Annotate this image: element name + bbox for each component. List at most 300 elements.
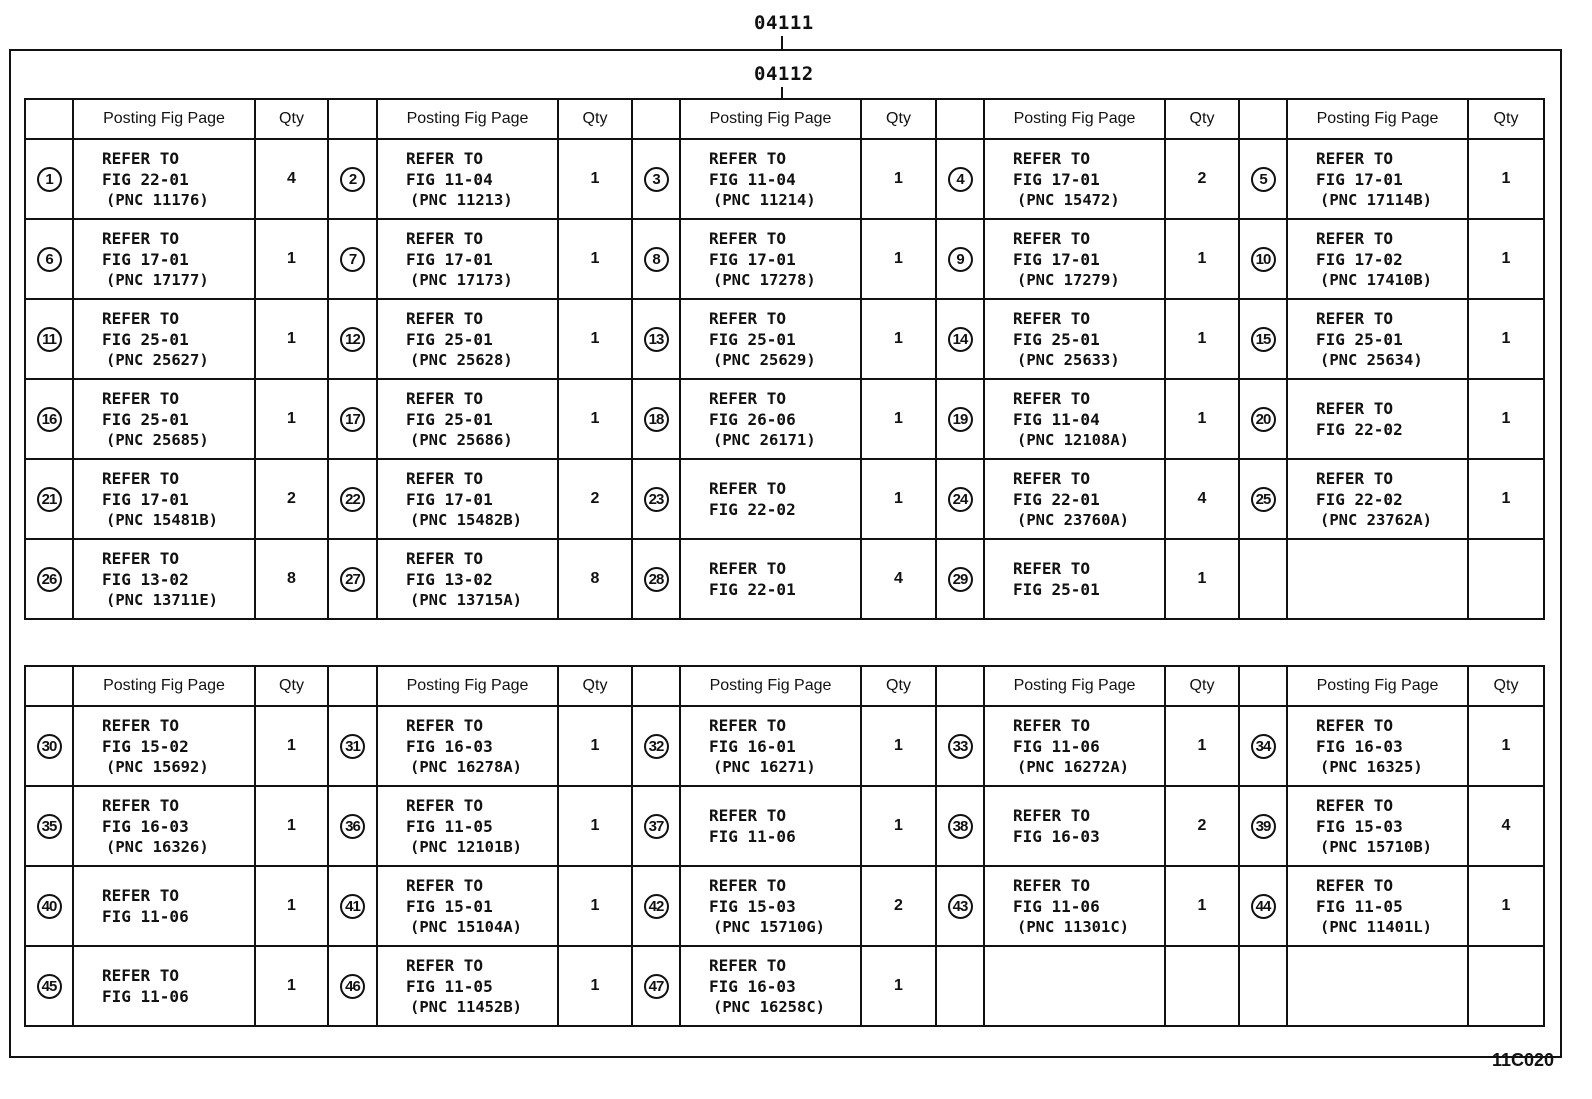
pnc-reference-text: (PNC 25685): [106, 430, 209, 449]
item-number-badge: 22: [340, 487, 365, 512]
item-number-badge: 26: [37, 567, 62, 592]
pnc-reference-text: (PNC 17279): [1017, 270, 1120, 289]
item-number-cell: [328, 866, 377, 946]
item-number-badge: 47: [644, 974, 669, 999]
header-num-col: [632, 99, 680, 139]
item-number-cell: [328, 539, 377, 619]
qty-cell: 1: [558, 219, 632, 299]
item-number-cell: [1239, 786, 1287, 866]
item-number-cell: [1239, 379, 1287, 459]
reference-cell: [377, 539, 558, 619]
qty-cell: 1: [255, 946, 328, 1026]
table-row: [25, 946, 1544, 1026]
fig-reference-text: FIG 25-01: [102, 409, 189, 429]
pnc-reference-text: (PNC 11214): [713, 190, 816, 209]
fig-reference-text: FIG 17-01: [1316, 169, 1403, 189]
fig-reference-text: FIG 22-01: [709, 580, 796, 599]
item-number-cell: [936, 379, 984, 459]
item-number-badge: 31: [340, 734, 365, 759]
refer-to-text: REFER TO: [406, 715, 484, 735]
item-number-badge: 5: [1251, 167, 1276, 192]
refer-to-text: REFER TO: [406, 795, 484, 815]
pnc-reference-text: (PNC 25629): [713, 350, 816, 369]
item-number-badge: 13: [644, 327, 669, 352]
item-number-cell: [632, 299, 680, 379]
refer-to-text: REFER TO: [1013, 715, 1091, 735]
header-qty-col: Qty: [558, 666, 632, 706]
item-number-badge: 19: [948, 407, 973, 432]
refer-to-text: REFER TO: [1013, 875, 1091, 895]
item-number-cell: [632, 459, 680, 539]
reference-cell: [73, 379, 255, 459]
reference-cell: [680, 139, 861, 219]
item-number-badge: 33: [948, 734, 973, 759]
reference-cell: [73, 139, 255, 219]
refer-to-text: REFER TO: [709, 148, 787, 168]
pnc-reference-text: (PNC 15472): [1017, 190, 1120, 209]
item-number-cell: [632, 866, 680, 946]
fig-reference-text: FIG 16-01: [709, 736, 796, 756]
pnc-reference-text: (PNC 15104A): [410, 917, 522, 936]
reference-cell: [377, 866, 558, 946]
fig-reference-text: FIG 11-06: [1013, 896, 1100, 916]
qty-cell: 1: [1165, 706, 1239, 786]
pnc-reference-text: (PNC 16258C): [713, 997, 825, 1016]
item-number-cell: [1239, 139, 1287, 219]
item-number-badge: 4: [948, 167, 973, 192]
refer-to-text: REFER TO: [406, 955, 484, 975]
reference-cell: [1287, 706, 1468, 786]
pnc-reference-text: (PNC 12101B): [410, 837, 522, 856]
refer-to-text: REFER TO: [406, 468, 484, 488]
qty-cell: [1468, 539, 1544, 619]
fig-reference-text: FIG 26-06: [709, 409, 796, 429]
item-number-cell: [1239, 706, 1287, 786]
refer-to-text: REFER TO: [1316, 148, 1394, 168]
fig-reference-text: FIG 11-05: [406, 816, 493, 836]
reference-cell: [680, 379, 861, 459]
item-number-badge: 41: [340, 894, 365, 919]
reference-cell: [1287, 866, 1468, 946]
fig-reference-text: FIG 25-01: [709, 329, 796, 349]
refer-to-text: REFER TO: [1316, 308, 1394, 328]
fig-reference-text: FIG 17-01: [1013, 169, 1100, 189]
reference-cell: [1287, 539, 1468, 619]
fig-reference-text: FIG 25-01: [102, 329, 189, 349]
qty-cell: 1: [1468, 706, 1544, 786]
reference-cell: [1287, 379, 1468, 459]
item-number-cell: [328, 299, 377, 379]
item-number-cell: [328, 219, 377, 299]
item-number-cell: [25, 219, 73, 299]
fig-reference-text: FIG 16-03: [709, 976, 796, 996]
item-number-badge: 42: [644, 894, 669, 919]
reference-cell: [377, 379, 558, 459]
item-number-cell: [936, 139, 984, 219]
header-num-col: [25, 666, 73, 706]
refer-to-text: REFER TO: [102, 886, 180, 905]
header-fig-col: Posting Fig Page: [73, 99, 255, 139]
refer-to-text: REFER TO: [102, 548, 180, 568]
header-num-col: [328, 99, 377, 139]
item-number-cell: [1239, 299, 1287, 379]
fig-reference-text: FIG 22-02: [709, 500, 796, 519]
table-header: [25, 666, 1544, 706]
item-number-cell: [328, 786, 377, 866]
table-row: [25, 299, 1544, 379]
item-number-cell: [25, 946, 73, 1026]
item-number-badge: 46: [340, 974, 365, 999]
reference-cell: [73, 539, 255, 619]
refer-to-text: REFER TO: [102, 966, 180, 985]
fig-reference-text: FIG 15-02: [102, 736, 189, 756]
qty-cell: [1468, 946, 1544, 1026]
qty-cell: 1: [1468, 139, 1544, 219]
qty-cell: 2: [255, 459, 328, 539]
qty-cell: 1: [1468, 379, 1544, 459]
table-row: [25, 379, 1544, 459]
item-number-cell: [632, 139, 680, 219]
item-number-badge: 21: [37, 487, 62, 512]
item-number-badge: 20: [1251, 407, 1276, 432]
refer-to-text: REFER TO: [102, 308, 180, 328]
fig-reference-text: FIG 13-02: [406, 569, 493, 589]
fig-reference-text: FIG 17-01: [406, 249, 493, 269]
refer-to-text: REFER TO: [1316, 715, 1394, 735]
table-row: [25, 866, 1544, 946]
qty-cell: 1: [558, 786, 632, 866]
header-num-col: [936, 99, 984, 139]
item-number-cell: [936, 786, 984, 866]
fig-reference-text: FIG 11-04: [406, 169, 493, 189]
reference-cell: [680, 219, 861, 299]
header-num-col: [1239, 99, 1287, 139]
refer-to-text: REFER TO: [1013, 388, 1091, 408]
fig-reference-text: FIG 13-02: [102, 569, 189, 589]
qty-cell: 1: [1165, 299, 1239, 379]
qty-cell: 1: [255, 786, 328, 866]
reference-cell: [984, 379, 1165, 459]
qty-cell: 1: [861, 219, 936, 299]
fig-reference-text: FIG 25-01: [406, 409, 493, 429]
qty-cell: 1: [558, 379, 632, 459]
refer-to-text: REFER TO: [406, 148, 484, 168]
qty-cell: 1: [255, 866, 328, 946]
header-fig-col: Posting Fig Page: [1287, 99, 1468, 139]
fig-reference-text: FIG 22-01: [1013, 489, 1100, 509]
item-number-badge: 40: [37, 894, 62, 919]
pnc-reference-text: (PNC 13711E): [106, 590, 218, 609]
item-number-cell: [936, 459, 984, 539]
reference-cell: [377, 706, 558, 786]
header-qty-col: Qty: [1468, 99, 1544, 139]
qty-cell: 4: [255, 139, 328, 219]
header-fig-col: Posting Fig Page: [984, 666, 1165, 706]
reference-cell: [680, 539, 861, 619]
item-number-badge: 15: [1251, 327, 1276, 352]
fig-reference-text: FIG 17-01: [102, 489, 189, 509]
reference-cell: [1287, 946, 1468, 1026]
refer-to-text: REFER TO: [1316, 468, 1394, 488]
item-number-badge: 38: [948, 814, 973, 839]
qty-cell: 8: [558, 539, 632, 619]
qty-cell: 4: [1468, 786, 1544, 866]
header-qty-col: Qty: [861, 99, 936, 139]
reference-cell: [1287, 139, 1468, 219]
item-number-badge: 24: [948, 487, 973, 512]
fig-reference-text: FIG 11-06: [1013, 736, 1100, 756]
refer-to-text: REFER TO: [102, 795, 180, 815]
qty-cell: 1: [861, 299, 936, 379]
header-qty-col: Qty: [255, 99, 328, 139]
qty-cell: 1: [558, 299, 632, 379]
item-number-badge: 17: [340, 407, 365, 432]
item-number-badge: 11: [37, 327, 62, 352]
qty-cell: 2: [1165, 139, 1239, 219]
reference-cell: [984, 539, 1165, 619]
parts-table-lower: [24, 665, 1545, 1027]
refer-to-text: REFER TO: [1316, 795, 1394, 815]
refer-to-text: REFER TO: [1316, 399, 1394, 418]
item-number-cell: [936, 299, 984, 379]
header-qty-col: Qty: [558, 99, 632, 139]
item-number-cell: [25, 866, 73, 946]
pnc-reference-text: (PNC 11176): [106, 190, 209, 209]
refer-to-text: REFER TO: [1316, 875, 1394, 895]
item-number-badge: 44: [1251, 894, 1276, 919]
item-number-cell: [1239, 219, 1287, 299]
header-fig-col: Posting Fig Page: [73, 666, 255, 706]
reference-cell: [377, 786, 558, 866]
qty-cell: 8: [255, 539, 328, 619]
item-number-cell: [632, 539, 680, 619]
item-number-cell: [936, 866, 984, 946]
item-number-badge: 2: [340, 167, 365, 192]
pnc-reference-text: (PNC 11301C): [1017, 917, 1129, 936]
reference-cell: [1287, 219, 1468, 299]
fig-reference-text: FIG 17-01: [1013, 249, 1100, 269]
header-fig-col: Posting Fig Page: [680, 666, 861, 706]
qty-cell: 1: [558, 946, 632, 1026]
parts-table-upper: [24, 98, 1545, 620]
table-row: [25, 786, 1544, 866]
table-row: [25, 706, 1544, 786]
qty-cell: 2: [1165, 786, 1239, 866]
item-number-badge: 16: [37, 407, 62, 432]
refer-to-text: REFER TO: [709, 559, 787, 578]
pnc-reference-text: (PNC 16278A): [410, 757, 522, 776]
pnc-reference-text: (PNC 13715A): [410, 590, 522, 609]
fig-reference-text: FIG 17-02: [1316, 249, 1403, 269]
fig-reference-text: FIG 15-03: [709, 896, 796, 916]
item-number-badge: 39: [1251, 814, 1276, 839]
fig-reference-text: FIG 25-01: [406, 329, 493, 349]
fig-reference-text: FIG 16-03: [406, 736, 493, 756]
refer-to-text: REFER TO: [102, 388, 180, 408]
item-number-cell: [328, 379, 377, 459]
reference-cell: [377, 459, 558, 539]
refer-to-text: REFER TO: [709, 875, 787, 895]
qty-cell: 1: [1468, 299, 1544, 379]
refer-to-text: REFER TO: [709, 955, 787, 975]
reference-cell: [984, 786, 1165, 866]
refer-to-text: REFER TO: [406, 308, 484, 328]
item-number-cell: [1239, 539, 1287, 619]
item-number-badge: 1: [37, 167, 62, 192]
header-num-col: [632, 666, 680, 706]
reference-cell: [73, 219, 255, 299]
item-number-badge: 8: [644, 247, 669, 272]
reference-cell: [377, 139, 558, 219]
item-number-badge: 6: [37, 247, 62, 272]
qty-cell: 1: [1165, 866, 1239, 946]
header-num-col: [25, 99, 73, 139]
item-number-badge: 27: [340, 567, 365, 592]
refer-to-text: REFER TO: [1013, 806, 1091, 825]
reference-cell: [984, 219, 1165, 299]
pnc-reference-text: (PNC 17278): [713, 270, 816, 289]
refer-to-text: REFER TO: [102, 715, 180, 735]
fig-reference-text: FIG 11-06: [102, 907, 189, 926]
reference-cell: [680, 946, 861, 1026]
item-number-cell: [936, 946, 984, 1026]
item-number-badge: 32: [644, 734, 669, 759]
refer-to-text: REFER TO: [1013, 468, 1091, 488]
pnc-reference-text: (PNC 17114B): [1320, 190, 1432, 209]
item-number-cell: [632, 786, 680, 866]
item-number-badge: 29: [948, 567, 973, 592]
qty-cell: 1: [558, 139, 632, 219]
pnc-reference-text: (PNC 25634): [1320, 350, 1423, 369]
pnc-reference-text: (PNC 12108A): [1017, 430, 1129, 449]
item-number-cell: [1239, 866, 1287, 946]
reference-cell: [73, 459, 255, 539]
reference-cell: [73, 299, 255, 379]
reference-cell: [377, 219, 558, 299]
item-number-badge: 3: [644, 167, 669, 192]
qty-cell: 1: [861, 946, 936, 1026]
fig-reference-text: FIG 22-02: [1316, 489, 1403, 509]
qty-cell: 1: [255, 379, 328, 459]
pnc-reference-text: (PNC 17177): [106, 270, 209, 289]
qty-cell: 1: [1165, 539, 1239, 619]
reference-cell: [680, 706, 861, 786]
fig-reference-text: FIG 17-01: [406, 489, 493, 509]
reference-cell: [680, 459, 861, 539]
pnc-reference-text: (PNC 15710B): [1320, 837, 1432, 856]
refer-to-text: REFER TO: [406, 388, 484, 408]
refer-to-text: REFER TO: [1316, 228, 1394, 248]
table-row: [25, 539, 1544, 619]
refer-to-text: REFER TO: [102, 468, 180, 488]
qty-cell: 1: [558, 866, 632, 946]
pnc-reference-text: (PNC 25627): [106, 350, 209, 369]
fig-reference-text: FIG 22-02: [1316, 420, 1403, 439]
reference-cell: [680, 866, 861, 946]
fig-reference-text: FIG 25-01: [1013, 580, 1100, 599]
header-qty-col: Qty: [1468, 666, 1544, 706]
top-code-label: 04111: [754, 12, 814, 34]
pnc-reference-text: (PNC 11401L): [1320, 917, 1432, 936]
reference-cell: [680, 299, 861, 379]
item-number-cell: [25, 299, 73, 379]
qty-cell: 1: [1468, 459, 1544, 539]
item-number-cell: [632, 379, 680, 459]
refer-to-text: REFER TO: [102, 148, 180, 168]
header-fig-col: Posting Fig Page: [377, 99, 558, 139]
refer-to-text: REFER TO: [406, 548, 484, 568]
refer-to-text: REFER TO: [709, 479, 787, 498]
item-number-cell: [25, 786, 73, 866]
pnc-reference-text: (PNC 16326): [106, 837, 209, 856]
pnc-reference-text: (PNC 15692): [106, 757, 209, 776]
item-number-badge: 18: [644, 407, 669, 432]
item-number-cell: [936, 706, 984, 786]
top-leader-line: [781, 36, 783, 49]
reference-cell: [680, 786, 861, 866]
refer-to-text: REFER TO: [709, 308, 787, 328]
qty-cell: 1: [1468, 219, 1544, 299]
reference-cell: [73, 706, 255, 786]
pnc-reference-text: (PNC 23762A): [1320, 510, 1432, 529]
item-number-badge: 37: [644, 814, 669, 839]
pnc-reference-text: (PNC 16325): [1320, 757, 1423, 776]
refer-to-text: REFER TO: [1013, 559, 1091, 578]
reference-cell: [1287, 299, 1468, 379]
qty-cell: 1: [255, 299, 328, 379]
item-number-badge: 45: [37, 974, 62, 999]
item-number-cell: [25, 706, 73, 786]
header-qty-col: Qty: [861, 666, 936, 706]
header-fig-col: Posting Fig Page: [377, 666, 558, 706]
pnc-reference-text: (PNC 17410B): [1320, 270, 1432, 289]
item-number-cell: [632, 219, 680, 299]
item-number-cell: [25, 459, 73, 539]
reference-cell: [377, 946, 558, 1026]
header-fig-col: Posting Fig Page: [984, 99, 1165, 139]
item-number-cell: [632, 706, 680, 786]
pnc-reference-text: (PNC 25628): [410, 350, 513, 369]
item-number-cell: [1239, 946, 1287, 1026]
item-number-badge: 30: [37, 734, 62, 759]
item-number-cell: [25, 539, 73, 619]
pnc-reference-text: (PNC 15481B): [106, 510, 218, 529]
item-number-cell: [936, 539, 984, 619]
qty-cell: 1: [558, 706, 632, 786]
item-number-cell: [936, 219, 984, 299]
item-number-badge: 9: [948, 247, 973, 272]
refer-to-text: REFER TO: [406, 875, 484, 895]
fig-reference-text: FIG 11-05: [406, 976, 493, 996]
reference-cell: [1287, 786, 1468, 866]
pnc-reference-text: (PNC 15710G): [713, 917, 825, 936]
item-number-cell: [25, 139, 73, 219]
item-number-cell: [25, 379, 73, 459]
qty-cell: 1: [1165, 379, 1239, 459]
reference-cell: [73, 866, 255, 946]
reference-cell: [984, 139, 1165, 219]
fig-reference-text: FIG 17-01: [102, 249, 189, 269]
qty-cell: 1: [861, 459, 936, 539]
refer-to-text: REFER TO: [102, 228, 180, 248]
reference-cell: [377, 299, 558, 379]
item-number-badge: 14: [948, 327, 973, 352]
refer-to-text: REFER TO: [709, 388, 787, 408]
refer-to-text: REFER TO: [406, 228, 484, 248]
refer-to-text: REFER TO: [709, 228, 787, 248]
inner-code-label: 04112: [754, 63, 814, 85]
item-number-badge: 12: [340, 327, 365, 352]
